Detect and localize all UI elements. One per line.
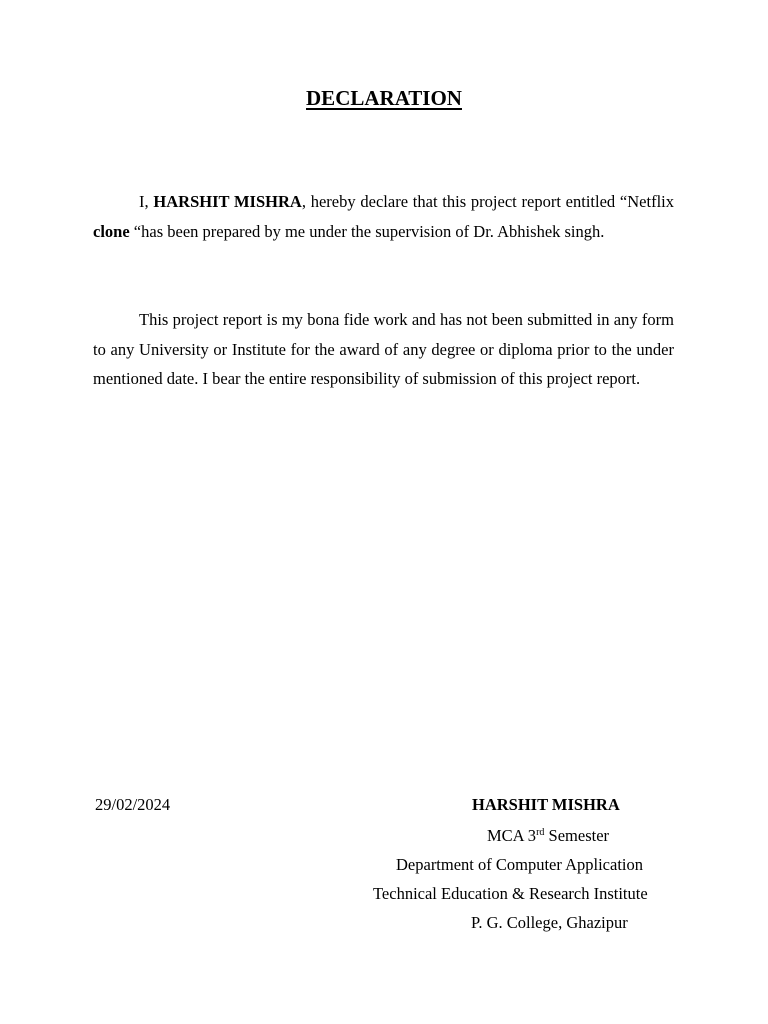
signatory-college: P. G. College, Ghazipur [471,913,628,932]
project-title-emphasis: clone [93,221,130,241]
originality-paragraph: This project report is my bona fide work and has not been submitted in any form to any University or Institute for the award of any degree or diploma prior to the under mentioned date. I bear the entire responsibility of submission of this project report. [93,310,674,388]
semester-ordinal: rd [536,827,545,838]
paragraph-text: , hereby declare that this project report entitled “Netflix [301,192,674,211]
signatory-semester [487,826,609,846]
signatory-department: Department of Computer Application [396,855,643,874]
semester-prefix: MCA 3 [487,826,537,845]
page-title: DECLARATION [306,86,462,110]
paragraph-lead: I, [139,192,154,211]
signatory-name: HARSHIT MISHRA [472,795,620,814]
signatory-institute: Technical Education & Research Institute [373,884,648,903]
paragraph-text-end: “has been prepared by me under the supervision of Dr. Abhishek singh. [129,221,605,241]
student-name: HARSHIT MISHRA [153,192,302,211]
declaration-date: 29/02/2024 [95,795,171,814]
declaration-paragraph [93,187,674,246]
semester-suffix: Semester [544,826,610,845]
